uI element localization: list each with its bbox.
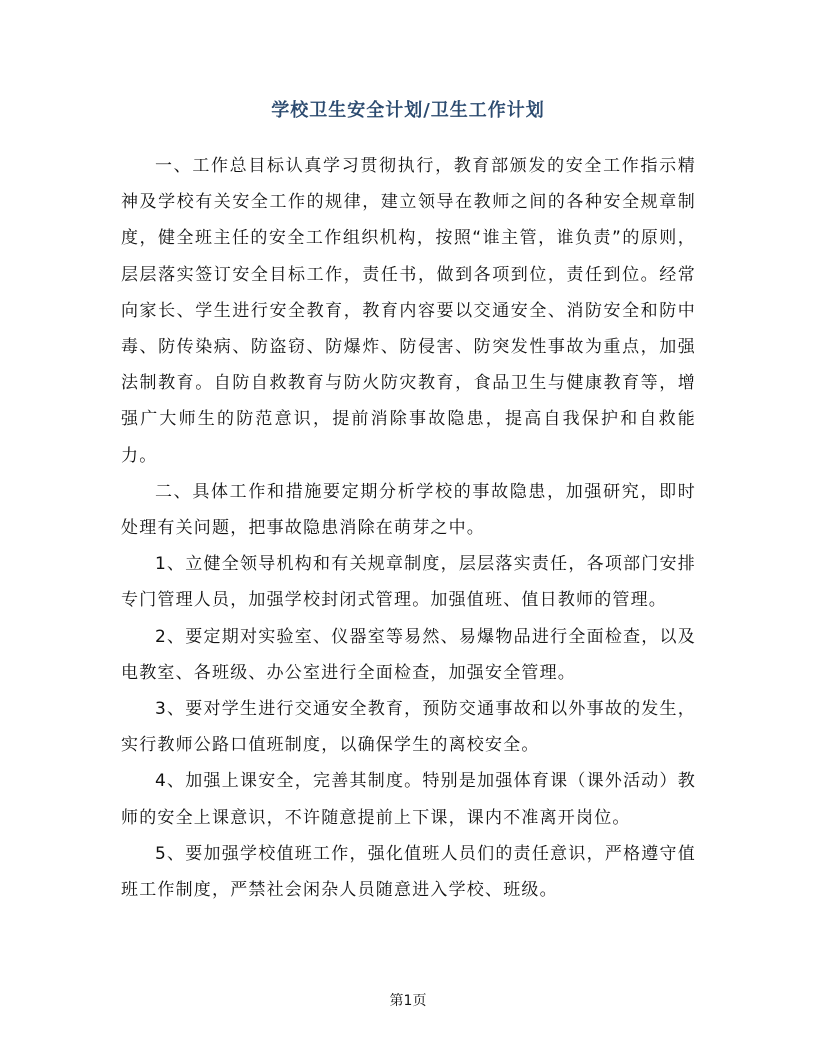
paragraph-item-4: 4、加强上课安全，完善其制度。特别是加强体育课（课外活动）教师的安全上课意识，不许随意提前上下课，课内不准离开岗位。 [121,771,696,828]
paragraph-general-goal: 一、工作总目标认真学习贯彻执行，教育部颁发的安全工作指示精神及学校有关安全工作的规律，建立领导在教师之间的各种安全规章制度，健全班主任的安全工作组织机构，按照“谁主管，谁负责”的原则，层层落实签订安全目标工作，责任书，做到各项到位，责任到位。经常向家长、学生进行安全教育，教育内容要以交通安全、消防安全和防中毒、防传染病、防盗窃、防爆炸、防侵害、防突发性事故为重点，加强法制教育。自防自救教育与防火防灾教育，食品卫生与健康教育等，增强广大师生的防范意识，提前消除事故隐患，提高自我保护和自救能力。 [121,156,696,466]
paragraph-item-5: 5、要加强学校值班工作，强化值班人员们的责任意识，严格遵守值班工作制度，严禁社会闲杂人员随意进入学校、班级。 [121,843,696,901]
document-body [121,148,696,908]
page-number: 第1页 [389,993,427,1009]
paragraph-item-2: 2、要定期对实验室、仪器室等易然、易爆物品进行全面检查，以及电教室、各班级、办公室进行全面检查，加强安全管理。 [121,626,696,683]
document-title: 学校卫生安全计划/卫生工作计划 [271,100,545,121]
paragraph-item-3: 3、要对学生进行交通安全教育，预防交通事故和以外事故的发生，实行教师公路口值班制度，以确保学生的离校安全。 [121,699,696,756]
paragraph-item-1: 1、立健全领导机构和有关规章制度，层层落实责任，各项部门安排专门管理人员，加强学校封闭式管理。加强值班、值日教师的管理。 [121,554,696,611]
paragraph-specific-measures: 二、具体工作和措施要定期分析学校的事故隐患，加强研究，即时处理有关问题，把事故隐患消除在萌芽之中。 [121,481,696,539]
